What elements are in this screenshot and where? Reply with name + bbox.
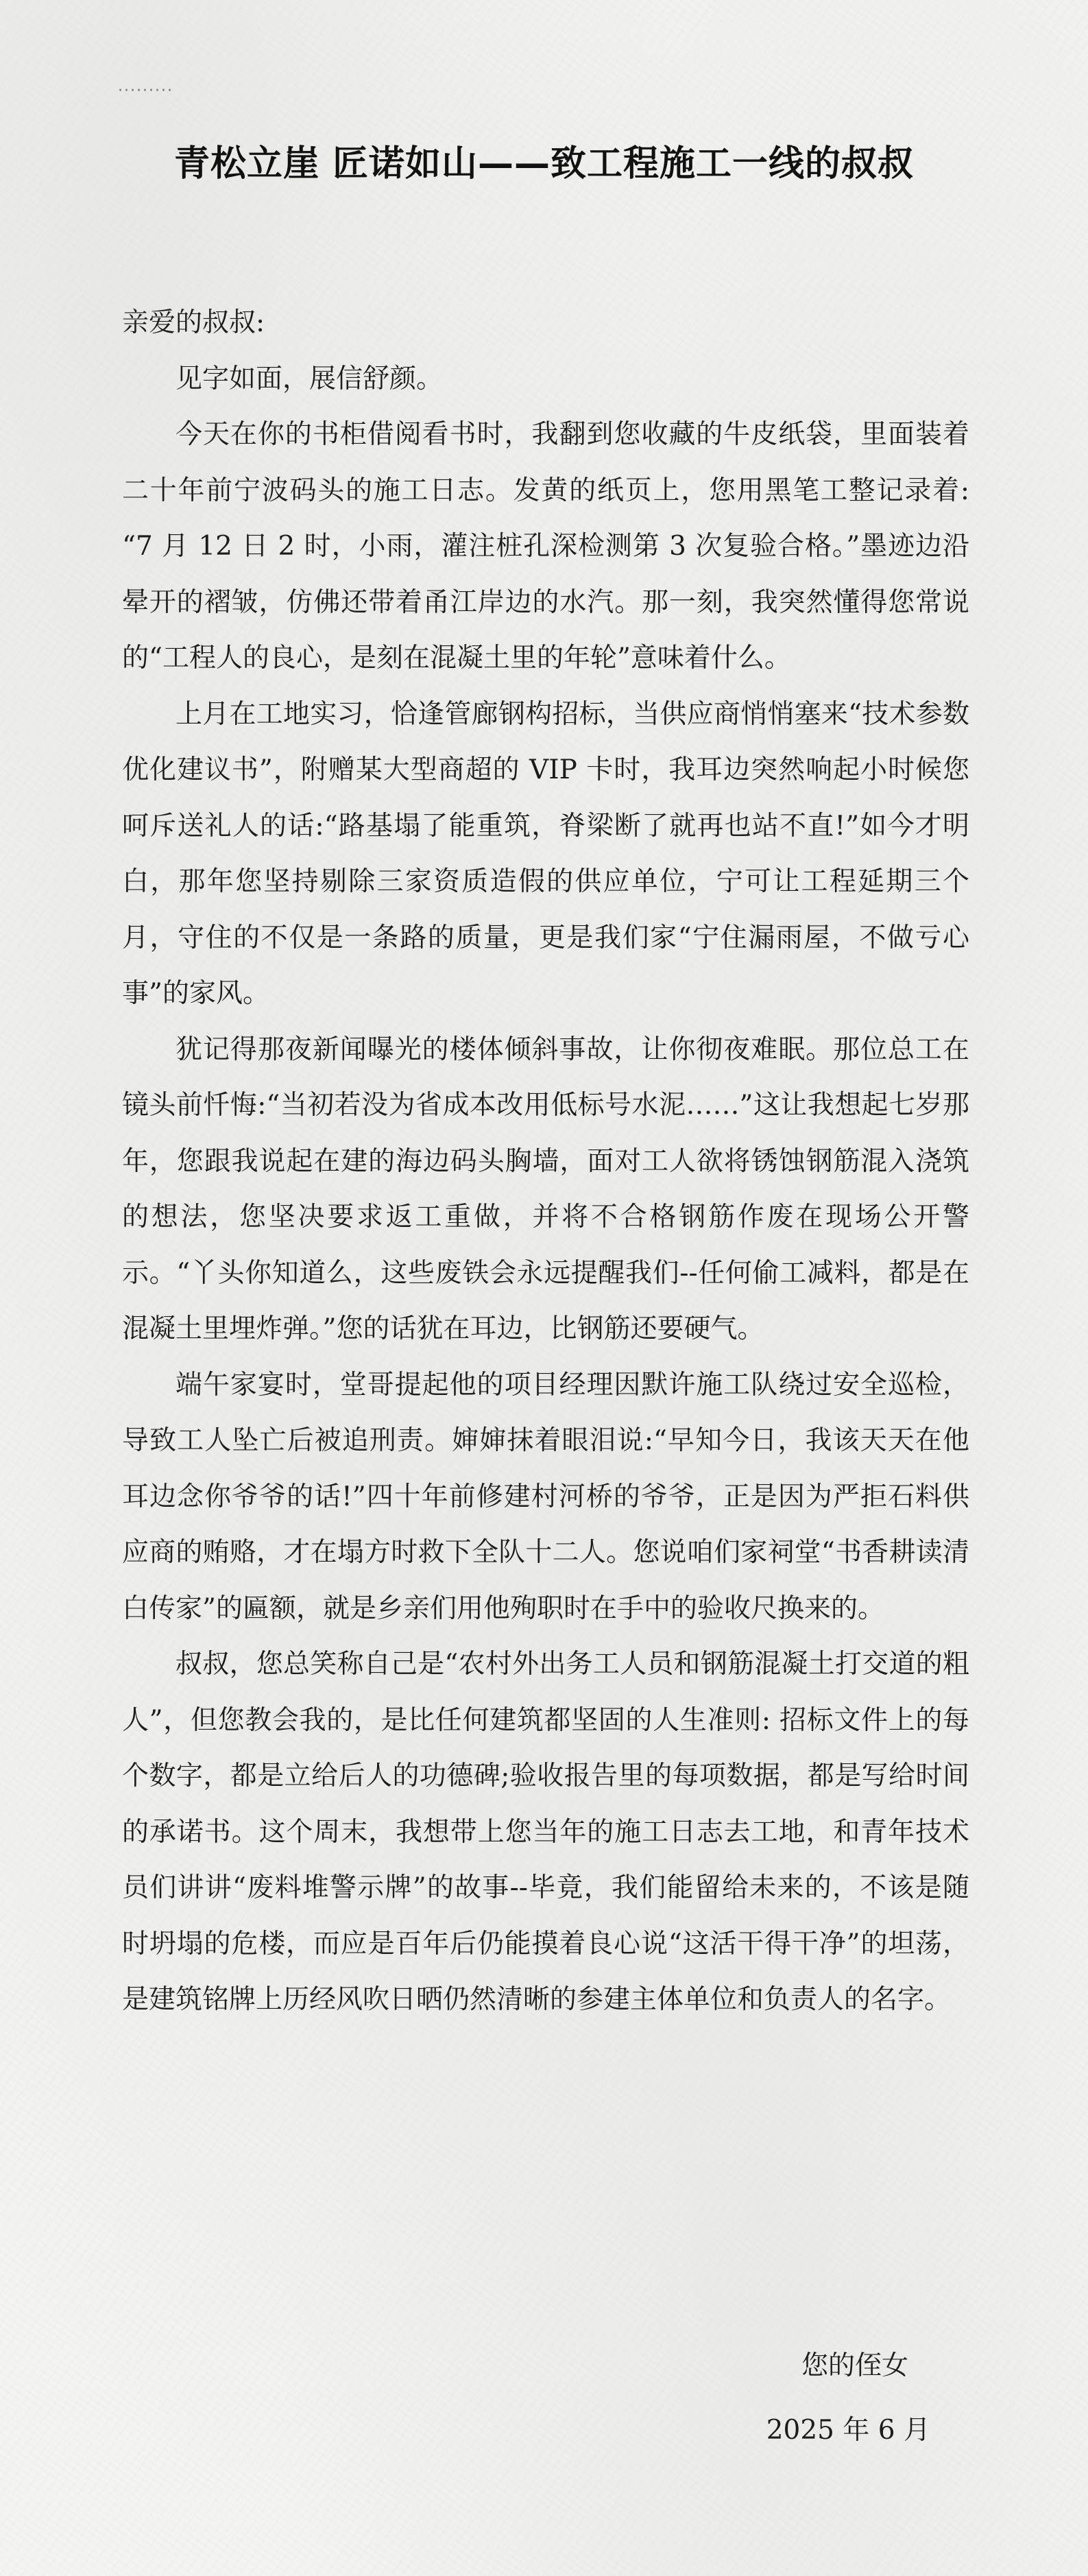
paragraph-internship: 上月在工地实习，恰逢管廊钢构招标，当供应商悄悄塞来“技术参数优化建议书”，附赠某大型商超的 VIP 卡时，我耳边突然响起小时候您呵斥送礼人的话:“路基塌了能重筑，脊梁断了就再也站不直!”如今才明白，那年您坚持剔除三家资质造假的供应单位，宁可让工程延期三个月，守住的不仅是一条路的质量，更是我们家“宁住漏雨屋，不做亏心事”的家风。 [122, 698, 969, 1009]
decorative-dots: ········· [118, 82, 173, 99]
letter-body [122, 295, 969, 2028]
paragraph-greeting: 见字如面，展信舒颜。 [176, 363, 444, 394]
paragraph-news-incident: 犹记得那夜新闻曝光的楼体倾斜事故，让你彻夜难眠。那位总工在镜头前忏悔:“当初若没为省成本改用低标号水泥……”这让我想起七岁那年，您跟我说起在建的海边码头胸墙，面对工人欲将锈蚀钢筋混入浇筑的想法，您坚决要求返工重做，并将不合格钢筋作废在现场公开警示。“丫头你知道么，这些废铁会永远提醒我们--任何偷工减料，都是在混凝土里埋炸弹。”您的话犹在耳边，比钢筋还要硬气。 [122, 1034, 969, 1344]
paragraph-construction-log: 今天在你的书柜借阅看书时，我翻到您收藏的牛皮纸袋，里面装着二十年前宁波码头的施工日志。发黄的纸页上，您用黑笔工整记录着: “7 月 12 日 2 时，小雨，灌注桩孔深检测第 3 次复验合格。”墨迹边沿晕开的褶皱，仿佛还带着甬江岸边的水汽。那一刻，我突然懂得您常说的“工程人的良心，是刻在混凝土里的年轮”意味着什么。 [122, 419, 969, 673]
letter-date: 2025 年 6 月 [766, 2415, 930, 2446]
paragraph-closing: 叔叔，您总笑称自己是“农村外出务工人员和钢筋混凝土打交道的粗人”，但您教会我的，是比任何建筑都坚固的人生准则: 招标文件上的每个数字，都是立给后人的功德碑;验收报告里的每项数据，都是写给时间的承诺书。这个周末，我想带上您当年的施工日志去工地，和青年技术员们讲讲“废料堆警示牌”的故事--毕竟，我们能留给未来的，不该是随时坍塌的危楼，而应是百年后仍能摸着良心说“这活干得干净”的坦荡，是建筑铭牌上历经风吹日晒仍然清晰的参建主体单位和负责人的名字。 [122, 1649, 969, 2015]
salutation: 亲爱的叔叔: [122, 307, 265, 338]
letter-title: 青松立崖 匠诺如山——致工程施工一线的叔叔 [173, 143, 915, 184]
signature: 您的侄女 [801, 2350, 908, 2381]
paragraph-family-banquet: 端午家宴时，堂哥提起他的项目经理因默许施工队绕过安全巡检，导致工人坠亡后被追刑责。婶婶抹着眼泪说:“早知今日，我该天天在他耳边念你爷爷的话!”四十年前修建村河桥的爷爷，正是因为严拒石料供应商的贿赂，才在塌方时救下全队十二人。您说咱们家祠堂“书香耕读清白传家”的匾额，就是乡亲们用他殉职时在手中的验收尺换来的。 [122, 1369, 969, 1624]
